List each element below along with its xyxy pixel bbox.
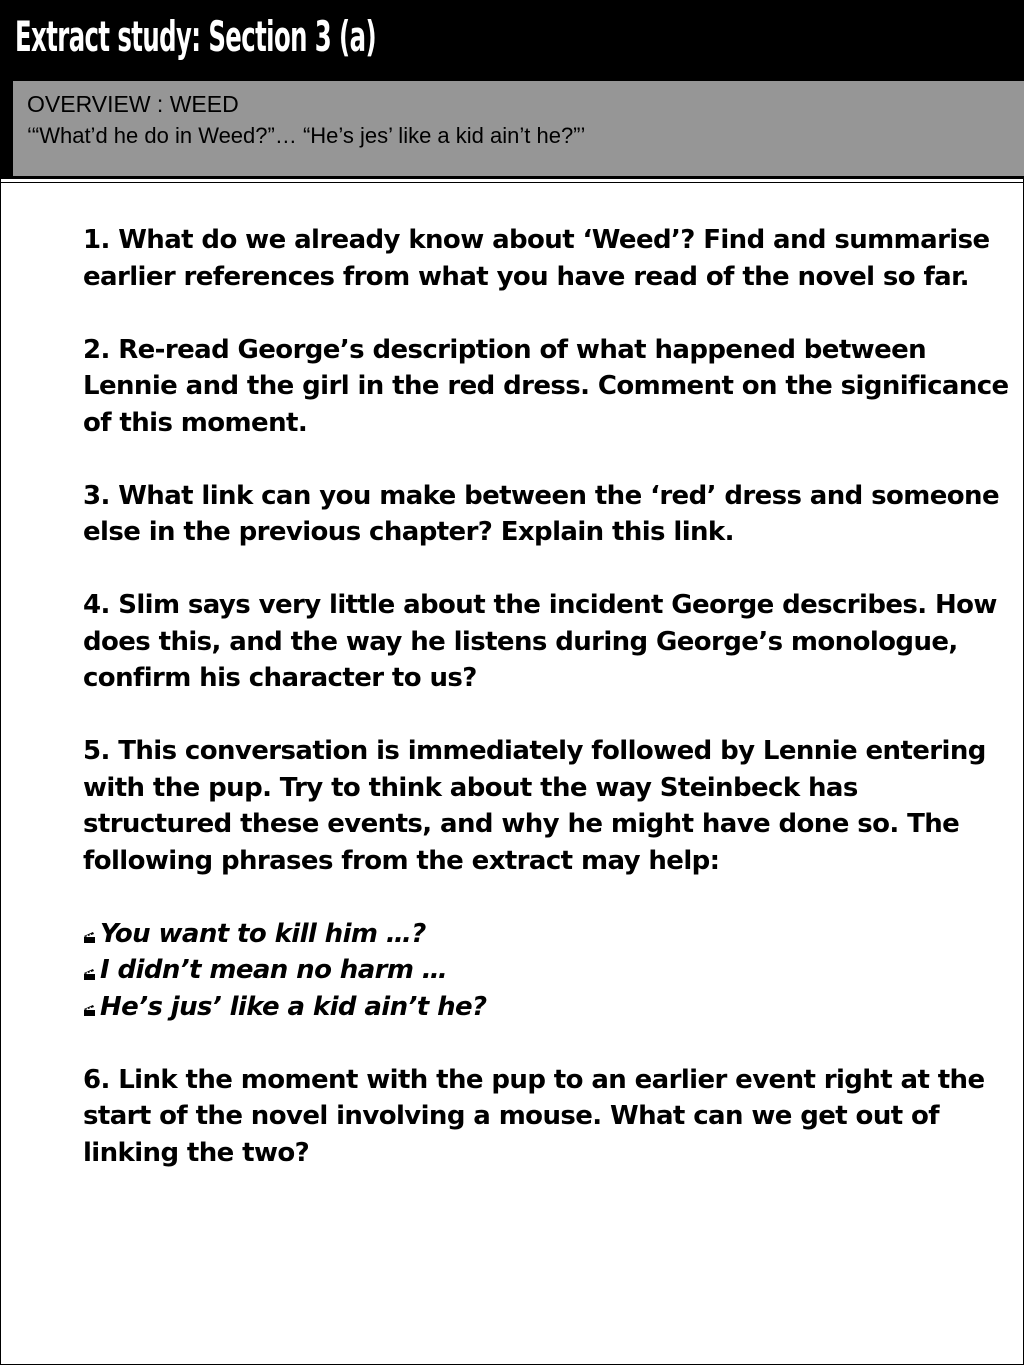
phrase-item bbox=[83, 916, 1013, 953]
question-3: 3. What link can you make between the ‘red’ dress and someone else in the previous chapter? Explain this link. bbox=[83, 480, 999, 547]
phrase-text: He’s jus’ like a kid ain’t he? bbox=[100, 991, 487, 1022]
clapperboard-icon bbox=[83, 931, 96, 944]
clapperboard-icon bbox=[83, 968, 96, 981]
question-4: 4. Slim says very little about the incident George describes. How does this, and the way he listens during George’s monologue, confirm his character to us? bbox=[83, 590, 997, 693]
divider-thick bbox=[1, 176, 1024, 179]
slide-title: Extract study: Section 3 (a) bbox=[15, 12, 376, 61]
phrase-list bbox=[83, 916, 1013, 1026]
question-6: 6. Link the moment with the pup to an earlier event right at the start of the novel involving a mouse. What can we get out of linking the two? bbox=[83, 1064, 985, 1168]
question-list bbox=[83, 222, 1013, 1208]
overview-heading: OVERVIEW : WEED bbox=[27, 91, 239, 117]
question-1: 1. What do we already know about ‘Weed’? Find and summarise earlier references from what you have read of the novel so far. bbox=[83, 225, 990, 292]
question-5: 5. This conversation is immediately followed by Lennie entering with the pup. Try to think about the way Steinbeck has structured these events, and why he might have done so. The following phrases from the extract may help: bbox=[83, 736, 986, 876]
phrase-text: I didn’t mean no harm … bbox=[100, 955, 448, 985]
phrase-text: You want to kill him …? bbox=[100, 918, 426, 949]
phrase-item bbox=[83, 952, 1013, 989]
overview-band bbox=[1, 81, 1024, 176]
title-bar bbox=[1, 0, 1024, 81]
question-2: 2. Re-read George’s description of what happened between Lennie and the girl in the red dress. Comment on the significance of this moment. bbox=[83, 334, 1009, 438]
clapperboard-icon bbox=[83, 1004, 96, 1017]
phrase-item bbox=[83, 989, 1013, 1026]
overview-quote: ‘“What’d he do in Weed?”… “He’s jes’ like a kid ain’t he?”’ bbox=[27, 123, 586, 148]
divider-thin bbox=[1, 182, 1024, 183]
